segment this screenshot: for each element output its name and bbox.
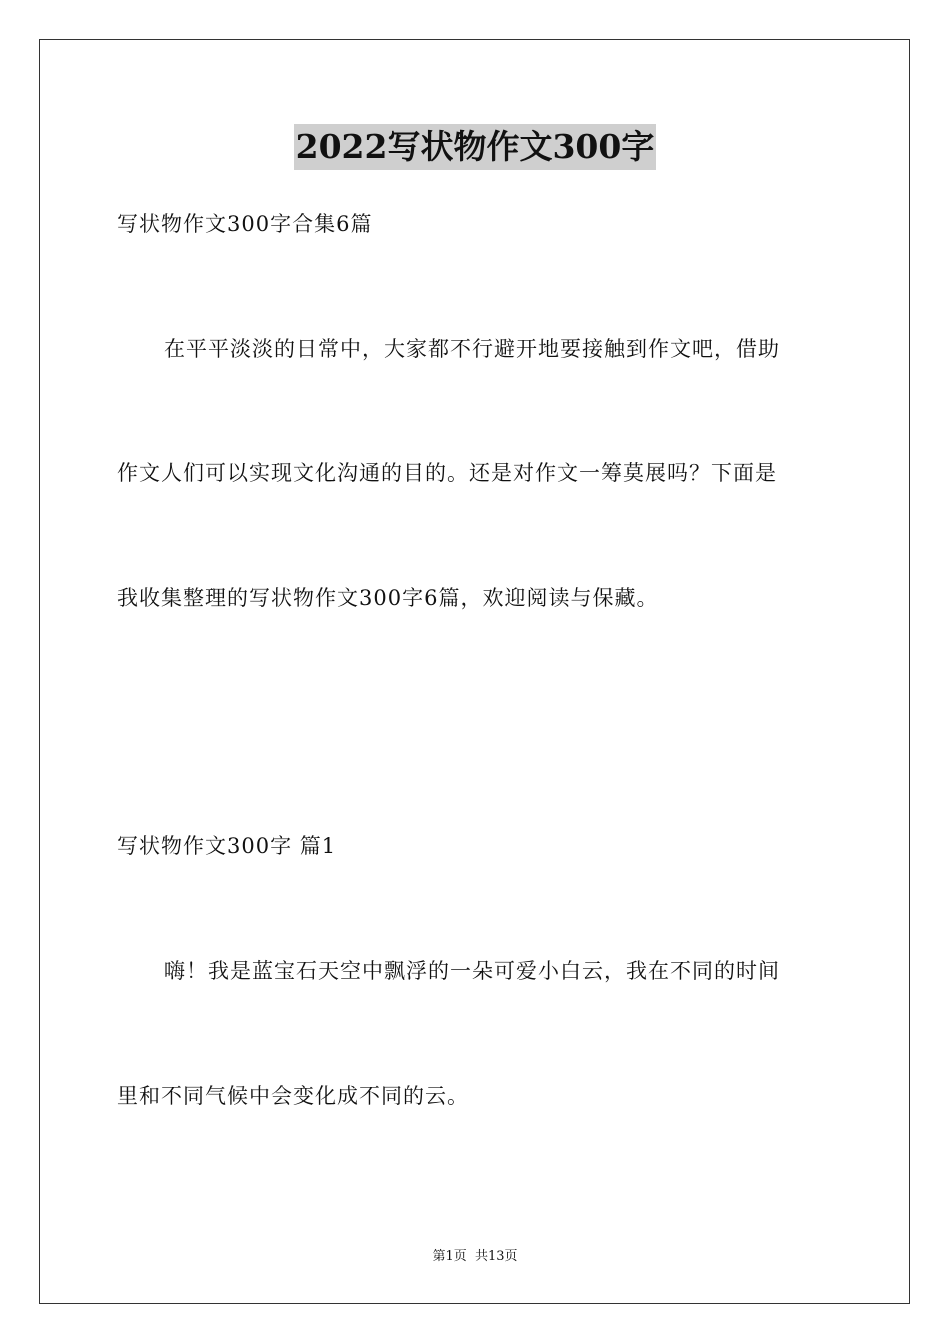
document-title: 2022写状物作文300字	[294, 124, 657, 170]
title-container	[0, 124, 950, 170]
intro-line-1: 在平平淡淡的日常中，大家都不行避开地要接触到作文吧，借助	[164, 337, 780, 361]
total-pages: 共13页	[474, 1249, 518, 1264]
intro-line-3: 我收集整理的写状物作文300字6篇，欢迎阅读与保藏。	[117, 586, 659, 610]
page-footer	[0, 1248, 950, 1266]
page-number: 第1页	[432, 1249, 467, 1264]
section-line-1: 嗨！我是蓝宝石天空中飘浮的一朵可爱小白云，我在不同的时间	[164, 959, 780, 983]
intro-line-2: 作文人们可以实现文化沟通的目的。还是对作文一筹莫展吗？下面是	[117, 461, 777, 485]
section-heading: 写状物作文300字 篇1	[117, 834, 337, 858]
section-line-2: 里和不同气候中会变化成不同的云。	[117, 1084, 469, 1108]
document-subtitle: 写状物作文300字合集6篇	[117, 212, 373, 236]
